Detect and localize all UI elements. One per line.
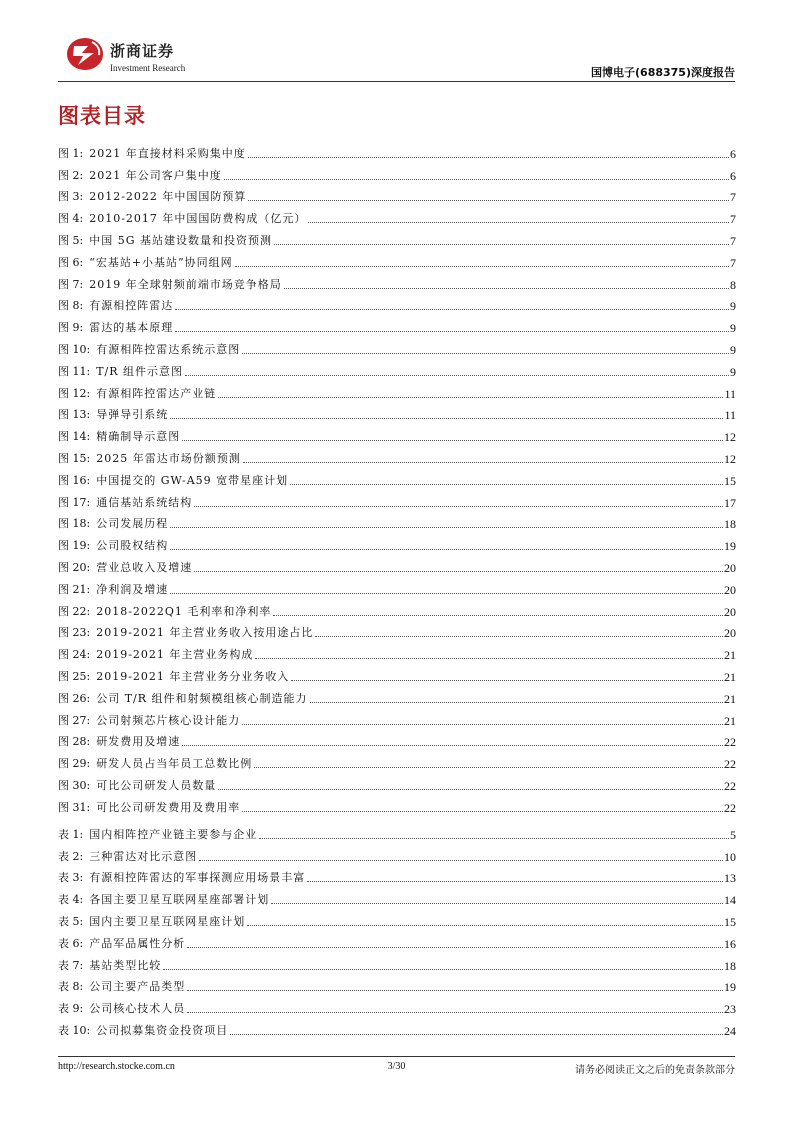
figure-entry-page: 7 [730, 190, 736, 205]
table-entry-title: 公司拟募集资金投资项目 [96, 1023, 229, 1037]
table-entry-page: 10 [724, 849, 736, 864]
dot-leader [291, 680, 723, 681]
dot-leader [242, 811, 723, 812]
figure-entry-label: 图 4: [58, 212, 84, 226]
dot-leader [170, 549, 723, 550]
dot-leader [187, 1012, 723, 1013]
table-entry-label: 表 2: [58, 849, 84, 863]
table-entry-label: 表 10: [58, 1023, 91, 1037]
figure-entry-page: 21 [724, 648, 736, 663]
table-entry[interactable] [58, 885, 736, 907]
figure-entry-page: 18 [724, 517, 736, 532]
dot-leader [254, 767, 723, 768]
dot-leader [284, 288, 729, 289]
figure-entry-title: 2019-2021 年主营业务构成 [96, 648, 254, 662]
figure-entry-page: 20 [724, 626, 736, 641]
footer-page-number: 3/30 [387, 1061, 406, 1072]
figure-entry-label: 图 13: [58, 408, 91, 422]
figure-entry-page: 20 [724, 560, 736, 575]
dot-leader [242, 724, 723, 725]
dot-leader [170, 593, 723, 594]
figure-entry-page: 22 [724, 800, 736, 815]
table-entry-title: 产品军品属性分析 [89, 936, 186, 950]
dot-leader [182, 440, 723, 441]
figure-entry-page: 19 [724, 539, 736, 554]
table-entry[interactable] [58, 951, 736, 973]
dot-leader [308, 222, 729, 223]
figure-entry-title: 通信基站系统结构 [96, 495, 193, 509]
dot-leader [224, 179, 729, 180]
figure-entry[interactable] [58, 510, 736, 532]
figure-entry-page: 17 [724, 495, 736, 510]
figure-entry[interactable] [58, 749, 736, 771]
section-title: 图表目录 [58, 104, 146, 128]
figure-entry-page: 8 [730, 277, 736, 292]
figure-entry-page: 7 [730, 233, 736, 248]
figure-entry-title: 公司射频芯片核心设计能力 [96, 713, 241, 727]
figure-entry-title: 公司 T/R 组件和射频模组核心制造能力 [96, 691, 308, 705]
figure-entry-label: 图 16: [58, 473, 91, 487]
figure-entry-label: 图 27: [58, 713, 91, 727]
dot-leader [310, 702, 723, 703]
figure-entry-title: 可比公司研发费用及费用率 [96, 800, 241, 814]
figure-entry-label: 图 9: [58, 321, 84, 335]
figure-entry-title: 可比公司研发人员数量 [96, 778, 217, 792]
figure-entry-label: 图 17: [58, 495, 91, 509]
figure-entry[interactable] [58, 401, 736, 423]
table-entry-label: 表 4: [58, 893, 84, 907]
header-divider [58, 81, 735, 82]
table-entry-title: 有源相控阵雷达的军事探测应用场景丰富 [89, 871, 306, 885]
dot-leader [235, 266, 729, 267]
dot-leader [170, 527, 723, 528]
figure-entry-page: 9 [730, 342, 736, 357]
figure-entry-title: 中国 5G 基站建设数量和投资预测 [89, 233, 272, 247]
table-entry-title: 基站类型比较 [89, 958, 162, 972]
table-entry[interactable] [58, 929, 736, 951]
table-entry[interactable] [58, 907, 736, 929]
brand [110, 40, 185, 73]
figure-entry-page: 21 [724, 669, 736, 684]
figure-entry[interactable] [58, 357, 736, 379]
figure-entry-page: 20 [724, 582, 736, 597]
figure-entry-page: 9 [730, 321, 736, 336]
figure-entry-title: “宏基站+小基站”协同组网 [89, 255, 233, 269]
dot-leader [274, 244, 729, 245]
table-entry-title: 各国主要卫星互联网星座部署计划 [89, 893, 270, 907]
dot-leader [175, 331, 729, 332]
figure-entry-title: 有源相控阵雷达 [89, 299, 174, 313]
figure-entry-title: 有源相阵控雷达产业链 [96, 386, 217, 400]
figure-entry-page: 7 [730, 255, 736, 270]
figure-entry[interactable] [58, 226, 736, 248]
figure-entry-label: 图 23: [58, 626, 91, 640]
figure-entry-title: 2021 年公司客户集中度 [89, 168, 222, 182]
figure-entry-page: 22 [724, 735, 736, 750]
figure-entry[interactable] [58, 553, 736, 575]
zheshang-logo-icon [64, 36, 106, 72]
footer-divider [58, 1056, 735, 1057]
figure-entry-title: 研发费用及增速 [96, 735, 181, 749]
table-entry-page: 5 [730, 827, 736, 842]
figure-entry-label: 图 30: [58, 778, 91, 792]
figure-entry-page: 22 [724, 778, 736, 793]
figure-entry-title: 有源相阵控雷达系统示意图 [96, 342, 241, 356]
figure-entry-title: 导弹导引系统 [96, 408, 169, 422]
figure-entry[interactable] [58, 161, 736, 183]
figure-entry-label: 图 11: [58, 364, 91, 378]
figure-entry-page: 21 [724, 713, 736, 728]
figure-entry-label: 图 29: [58, 757, 91, 771]
figure-entry-page: 9 [730, 364, 736, 379]
figure-entry-label: 图 24: [58, 648, 91, 662]
table-entry-label: 表 7: [58, 958, 84, 972]
dot-leader [218, 397, 723, 398]
figure-entry-label: 图 21: [58, 582, 91, 596]
dot-leader [218, 789, 723, 790]
figure-entry[interactable] [58, 270, 736, 292]
figure-entry-label: 图 8: [58, 299, 84, 313]
dot-leader [182, 745, 723, 746]
figure-entry-label: 图 22: [58, 604, 91, 618]
figure-entry-label: 图 15: [58, 451, 91, 465]
page-header [0, 0, 793, 86]
figure-entry-title: 净利润及增速 [96, 582, 169, 596]
table-entry-title: 三种雷达对比示意图 [89, 849, 198, 863]
dot-leader [273, 615, 723, 616]
figure-entry-title: 2025 年雷达市场份额预测 [96, 451, 241, 465]
footer-url-link[interactable]: http://research.stocke.com.cn [58, 1061, 175, 1072]
figure-entry[interactable] [58, 444, 736, 466]
table-entry-title: 公司主要产品类型 [89, 980, 186, 994]
figure-entry-title: 2018-2022Q1 毛利率和净利率 [96, 604, 272, 618]
figure-entry-label: 图 20: [58, 560, 91, 574]
figure-entry[interactable] [58, 597, 736, 619]
table-entry[interactable] [58, 864, 736, 886]
figure-entry[interactable] [58, 662, 736, 684]
figure-entry-label: 图 3: [58, 190, 84, 204]
table-entry-label: 表 3: [58, 871, 84, 885]
figure-entry[interactable] [58, 466, 736, 488]
figure-entry-label: 图 19: [58, 539, 91, 553]
figure-entry-page: 11 [724, 386, 736, 401]
dot-leader [271, 903, 723, 904]
dot-leader [242, 353, 729, 354]
table-entry-page: 14 [724, 893, 736, 908]
table-entry[interactable] [58, 994, 736, 1016]
table-entry-label: 表 6: [58, 936, 84, 950]
table-entry[interactable] [58, 1016, 736, 1038]
figure-entry-page: 12 [724, 451, 736, 466]
footer-disclaimer-note: 请务必阅读正文之后的免责条款部分 [575, 1065, 735, 1076]
figure-entry-label: 图 2: [58, 168, 84, 182]
table-entry[interactable] [58, 842, 736, 864]
figure-entry-page: 11 [724, 408, 736, 423]
figure-entry-title: 营业总收入及增速 [96, 560, 193, 574]
dot-leader [248, 200, 729, 201]
table-entry[interactable] [58, 820, 736, 842]
figure-entry-label: 图 12: [58, 386, 91, 400]
table-entry-page: 15 [724, 914, 736, 929]
table-entry-page: 16 [724, 936, 736, 951]
dot-leader [187, 947, 723, 948]
dot-leader [199, 860, 723, 861]
table-entry-page: 13 [724, 871, 736, 886]
figure-entry[interactable] [58, 793, 736, 815]
figure-entry-page: 21 [724, 691, 736, 706]
table-entry-page: 24 [724, 1023, 736, 1038]
dot-leader [243, 462, 723, 463]
dot-leader [185, 375, 729, 376]
table-list [58, 820, 736, 1038]
figure-entry-page: 6 [730, 168, 736, 183]
figure-entry[interactable] [58, 640, 736, 662]
figure-entry-label: 图 18: [58, 517, 91, 531]
report-title: 国博电子(688375)深度报告 [591, 66, 735, 79]
figure-entry-title: 雷达的基本原理 [89, 321, 174, 335]
figure-entry-title: 2010-2017 年中国国防费构成（亿元） [89, 212, 307, 226]
figure-entry-title: 公司股权结构 [96, 539, 169, 553]
figure-entry-page: 15 [724, 473, 736, 488]
figure-entry[interactable] [58, 422, 736, 444]
dot-leader [248, 157, 729, 158]
figure-entry[interactable] [58, 684, 736, 706]
figure-entry-title: 公司发展历程 [96, 517, 169, 531]
figure-entry[interactable] [58, 139, 736, 161]
figure-entry[interactable] [58, 488, 736, 510]
dot-leader [170, 418, 723, 419]
table-entry-title: 公司核心技术人员 [89, 1002, 186, 1016]
figure-entry-title: 2019-2021 年主营业务分业务收入 [96, 669, 290, 683]
dot-leader [187, 990, 723, 991]
figure-entry-label: 图 14: [58, 430, 91, 444]
table-entry-title: 国内相阵控产业链主要参与企业 [89, 827, 258, 841]
figure-entry-label: 图 6: [58, 255, 84, 269]
table-entry-page: 18 [724, 958, 736, 973]
dot-leader [307, 881, 723, 882]
figure-entry-label: 图 25: [58, 669, 91, 683]
brand-name-cn: 浙商证券 [110, 42, 175, 60]
figure-entry[interactable] [58, 335, 736, 357]
figure-entry-title: 精确制导示意图 [96, 430, 181, 444]
figure-entry-title: T/R 组件示意图 [96, 364, 184, 378]
figure-entry[interactable] [58, 619, 736, 641]
brand-name-en: Investment Research [110, 63, 186, 73]
figure-entry[interactable] [58, 771, 736, 793]
figure-entry-title: 2019-2021 年主营业务收入按用途占比 [96, 626, 314, 640]
table-entry-page: 19 [724, 980, 736, 995]
figure-entry-page: 9 [730, 299, 736, 314]
dot-leader [315, 636, 723, 637]
figure-entry-page: 22 [724, 757, 736, 772]
figure-entry-title: 2021 年直接材料采购集中度 [89, 146, 246, 160]
dot-leader [290, 484, 723, 485]
table-entry-label: 表 1: [58, 827, 84, 841]
figure-entry[interactable] [58, 706, 736, 728]
figure-entry-label: 图 1: [58, 146, 84, 160]
dot-leader [255, 658, 723, 659]
figure-entry[interactable] [58, 313, 736, 335]
figure-entry-title: 2012-2022 年中国国防预算 [89, 190, 247, 204]
figure-entry-label: 图 26: [58, 691, 91, 705]
figure-entry-label: 图 5: [58, 233, 84, 247]
figure-entry[interactable] [58, 183, 736, 205]
figure-entry-page: 7 [730, 212, 736, 227]
figure-entry[interactable] [58, 379, 736, 401]
dot-leader [194, 571, 723, 572]
table-entry-label: 表 5: [58, 914, 84, 928]
figure-entry-title: 2019 年全球射频前端市场竞争格局 [89, 277, 282, 291]
figure-entry-page: 20 [724, 604, 736, 619]
dot-leader [175, 309, 729, 310]
dot-leader [163, 969, 723, 970]
figure-entry-label: 图 7: [58, 277, 84, 291]
table-entry-title: 国内主要卫星互联网星座计划 [89, 914, 246, 928]
figure-entry[interactable] [58, 248, 736, 270]
table-entry-label: 表 8: [58, 980, 84, 994]
dot-leader [247, 925, 723, 926]
figure-entry[interactable] [58, 292, 736, 314]
figure-entry[interactable] [58, 204, 736, 226]
figure-entry[interactable] [58, 531, 736, 553]
dot-leader [230, 1034, 723, 1035]
figure-entry-label: 图 10: [58, 342, 91, 356]
dot-leader [259, 838, 729, 839]
figure-entry[interactable] [58, 728, 736, 750]
table-entry[interactable] [58, 973, 736, 995]
dot-leader [194, 506, 723, 507]
figure-entry-label: 图 31: [58, 800, 91, 814]
table-entry-page: 23 [724, 1002, 736, 1017]
figure-entry-title: 中国提交的 GW-A59 宽带星座计划 [96, 473, 289, 487]
figure-entry-title: 研发人员占当年员工总数比例 [96, 757, 253, 771]
figure-list [58, 139, 736, 815]
figure-entry[interactable] [58, 575, 736, 597]
table-entry-label: 表 9: [58, 1002, 84, 1016]
figure-entry-page: 6 [730, 146, 736, 161]
figure-entry-page: 12 [724, 430, 736, 445]
figure-entry-label: 图 28: [58, 735, 91, 749]
